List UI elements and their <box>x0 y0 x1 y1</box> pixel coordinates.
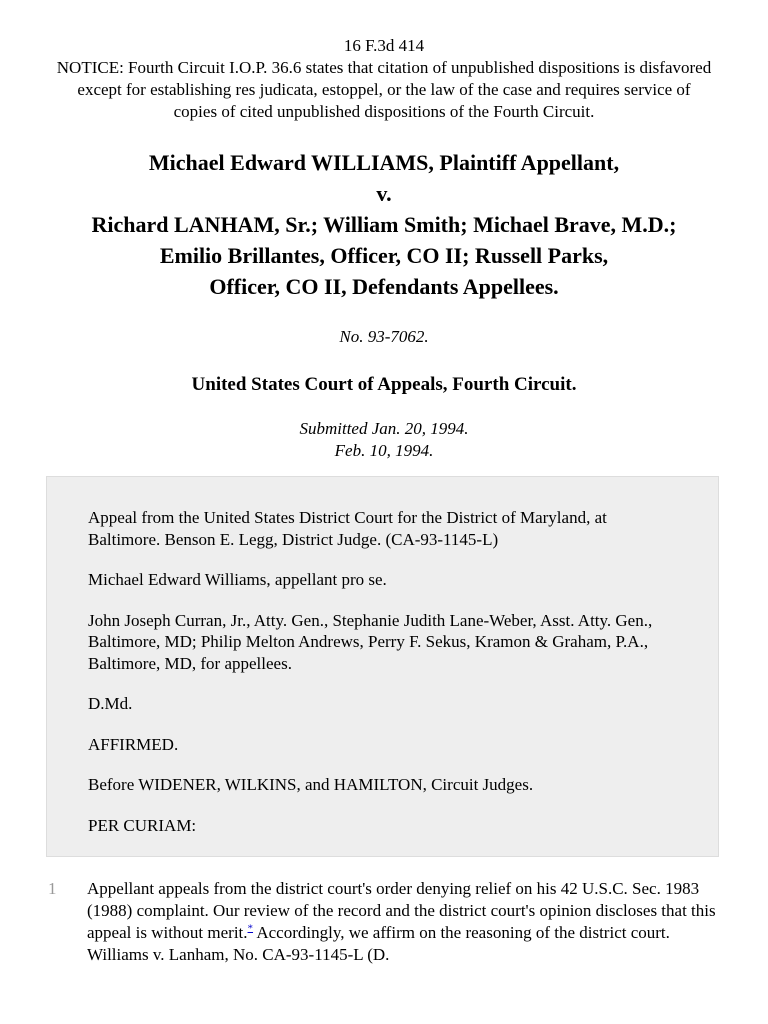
opinion-body <box>0 878 768 966</box>
decided-date: Feb. 10, 1994. <box>334 441 434 460</box>
appeal-from: Appeal from the United States District Court for the District of Maryland, at Baltimore. Benson E. Legg, District Judge. (CA-93-1145-L) <box>88 508 607 549</box>
footnote-link[interactable]: * <box>247 922 254 935</box>
defendants-line-1: Richard LANHAM, Sr.; William Smith; Michael Brave, M.D.; <box>91 212 677 237</box>
disposition: AFFIRMED. <box>88 734 179 754</box>
appellee-counsel: John Joseph Curran, Jr., Atty. Gen., Stephanie Judith Lane-Weber, Asst. Atty. Gen., Baltimore, MD; Philip Melton Andrews, Perry F. Sekus, Kramon & Graham, P.A., Baltimore, MD, for appellees. <box>88 610 653 673</box>
lower-court: D.Md. <box>88 694 133 713</box>
case-caption <box>40 147 728 302</box>
appellant-counsel: Michael Edward Williams, appellant pro se. <box>88 570 387 589</box>
judges-panel: Before WIDENER, WILKINS, and HAMILTON, Circuit Judges. <box>88 775 534 794</box>
case-citation: 16 F.3d 414 <box>343 36 425 55</box>
paragraph-number: 1 <box>48 879 57 898</box>
docket-number: No. 93-7062. <box>339 327 429 346</box>
paragraph-text-part-1: Appellant appeals from the district court's order denying relief on his 42 U.S.C. Sec. 1983 (1988) complaint. Our review of the record and the district court's opinion discloses that this appeal is without merit. <box>87 879 716 942</box>
plaintiff-line: Michael Edward WILLIAMS, Plaintiff Appellant, <box>148 150 620 175</box>
court-name: United States Court of Appeals, Fourth Circuit. <box>191 374 577 395</box>
opinion-paragraph <box>0 878 768 966</box>
unpublished-notice: NOTICE: Fourth Circuit I.O.P. 36.6 states that citation of unpublished dispositions is disfavored except for establishing res judicata, estoppel, or the law of the case and requires service of copies of cited unpublished dispositions of the Fourth Circuit. <box>56 58 712 121</box>
paragraph-text-part-2: Accordingly, we affirm on the reasoning of the district court. Williams v. Lanham, No. CA-93-1145-L (D. <box>87 923 670 964</box>
defendants-line-3: Officer, CO II, Defendants Appellees. <box>209 274 559 299</box>
document-header <box>56 0 712 123</box>
defendants-line-2: Emilio Brillantes, Officer, CO II; Russell Parks, <box>159 243 609 268</box>
opinion-author: PER CURIAM: <box>88 815 197 835</box>
case-summary-box <box>46 476 719 857</box>
versus-line: v. <box>376 181 392 206</box>
case-dates <box>0 418 768 462</box>
submitted-date: Submitted Jan. 20, 1994. <box>299 419 469 438</box>
